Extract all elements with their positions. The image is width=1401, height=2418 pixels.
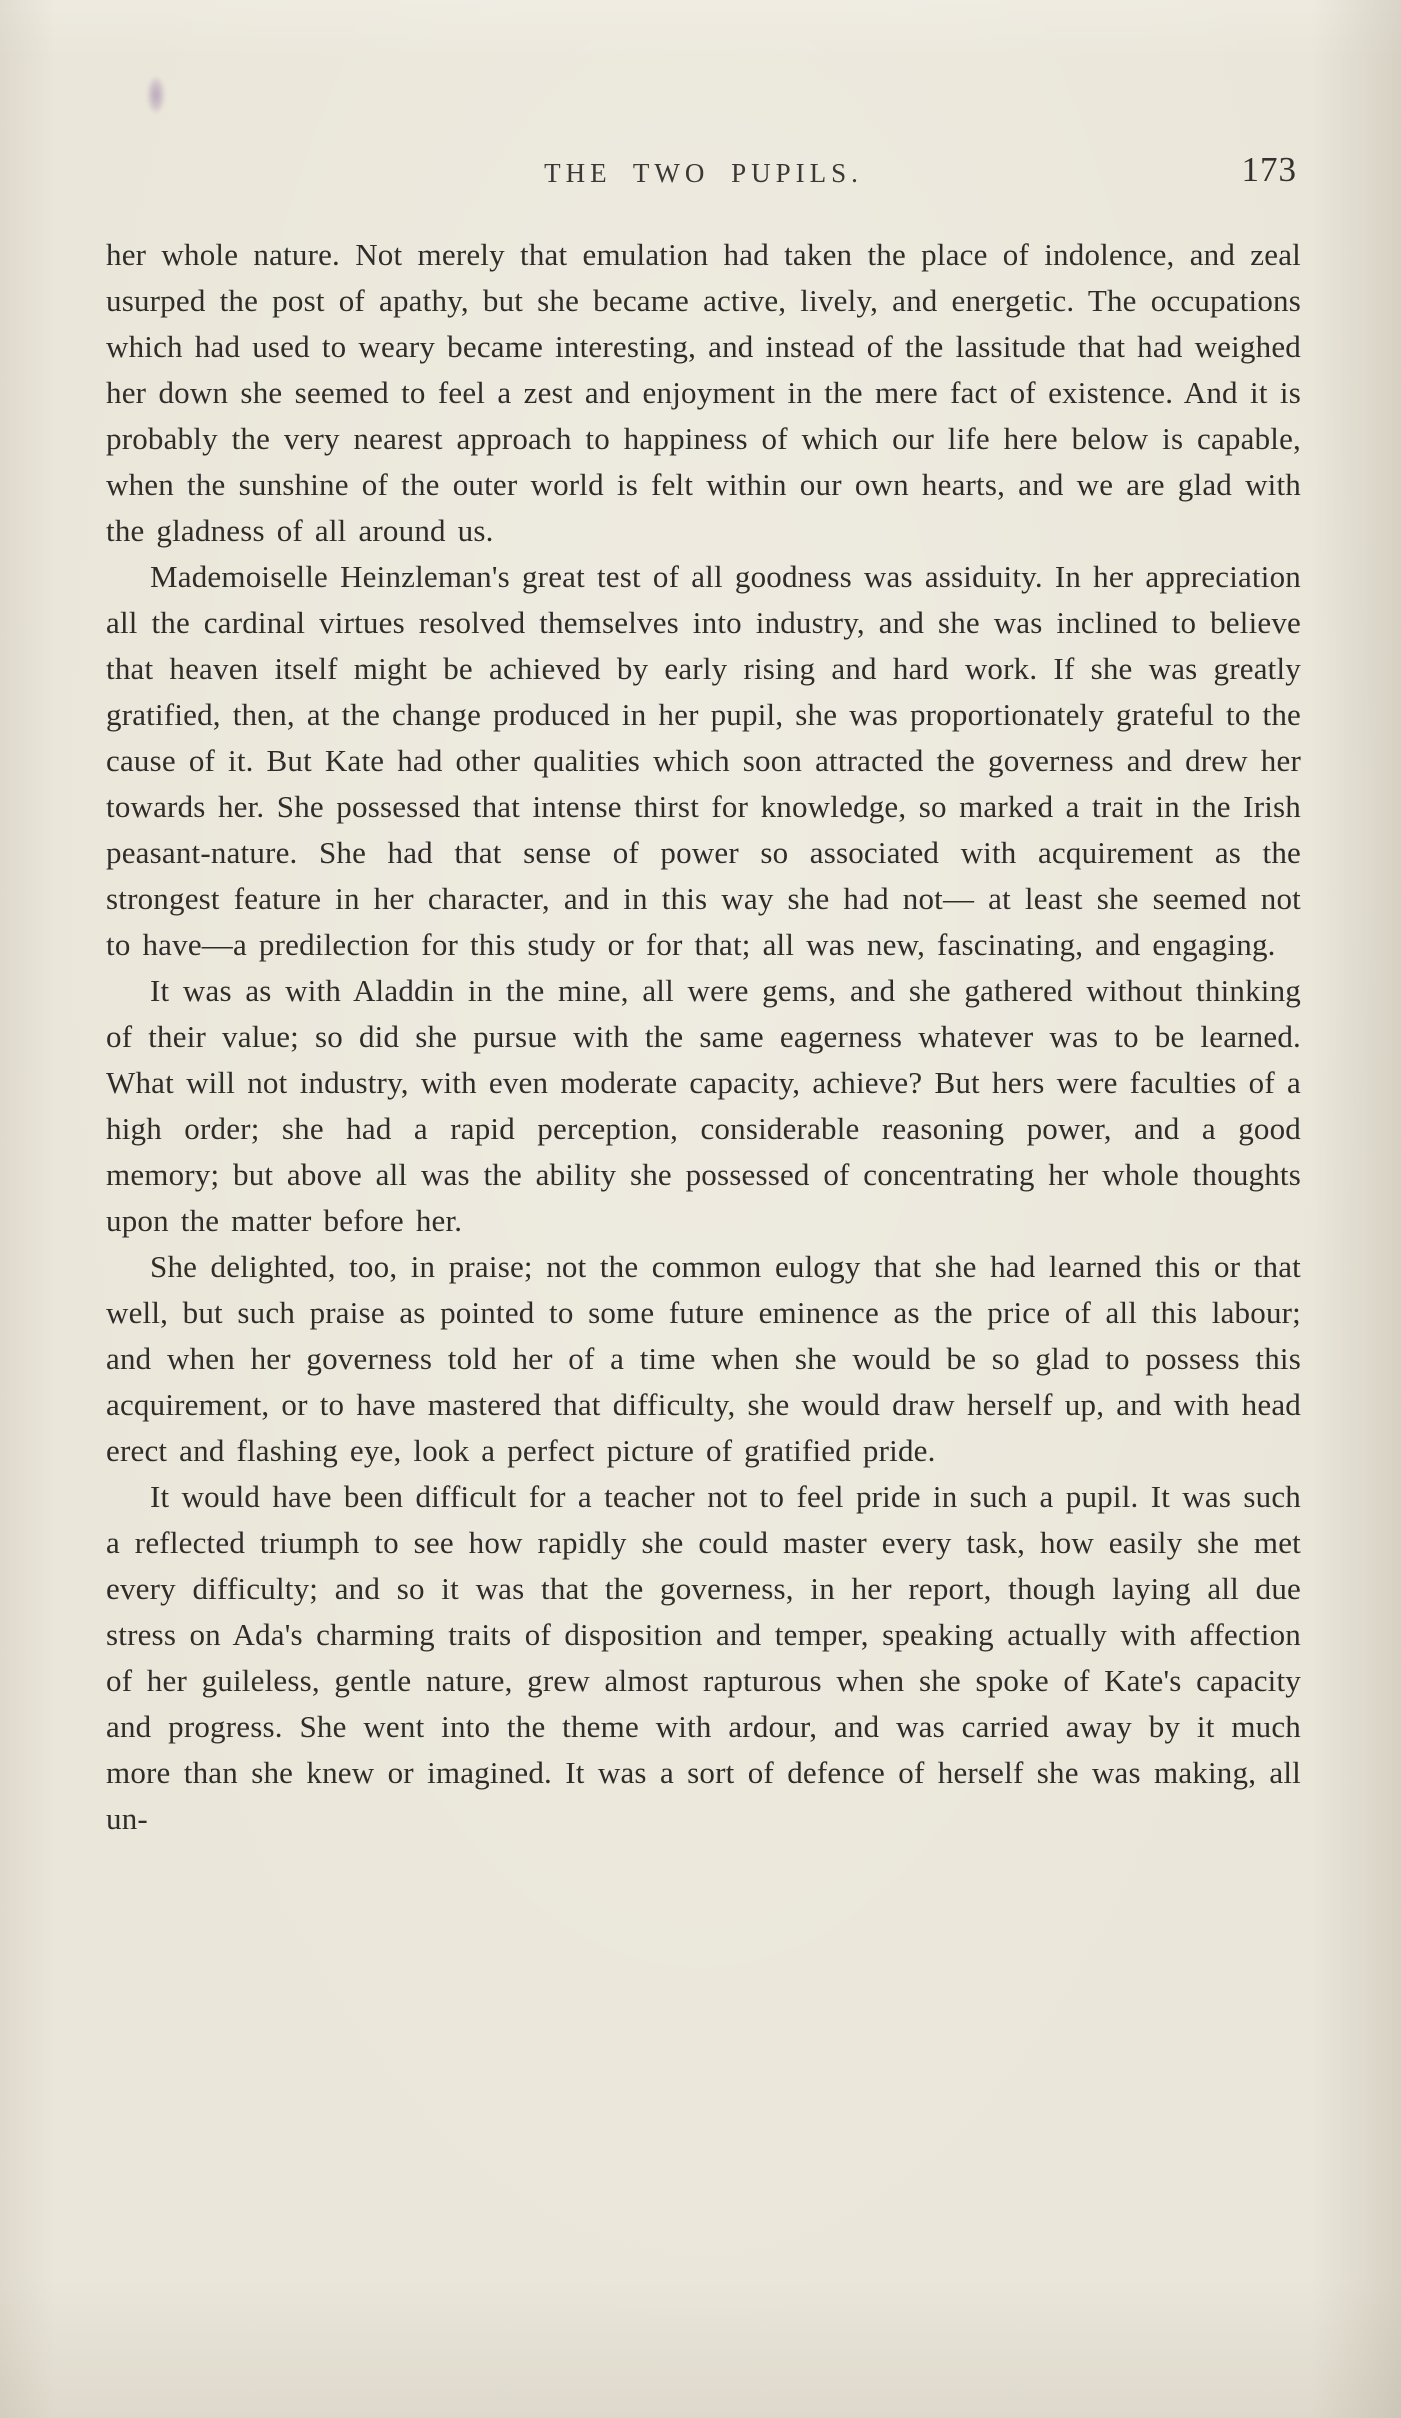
running-header: [106, 150, 1301, 206]
paragraph: Mademoiselle Heinzleman's great test of all goodness was assiduity. In her appreciation all the cardinal virtues resolved themselves into industry, and she was inclined to believe that heaven itself might be achieved by early rising and hard work. If she was greatly gratified, then, at the change produced in her pupil, she was proportionately grateful to the cause of it. But Kate had other qualities which soon attracted the governess and drew her towards her. She possessed that intense thirst for knowledge, so marked a trait in the Irish peasant-nature. She had that sense of power so associated with acquirement as the strongest feature in her character, and in this way she had not— at least she seemed not to have—a predilection for this study or for that; all was new, fascinating, and engaging.: [106, 559, 1301, 962]
paragraph: She delighted, too, in praise; not the common eulogy that she had learned this or that well, but such praise as pointed to some future eminence as the price of all this labour; and when her governess told her of a time when she would be so glad to possess this acquirement, or to have mastered that difficulty, she would draw herself up, and with head erect and flashing eye, look a perfect picture of gratified pride.: [106, 1249, 1301, 1468]
ink-smudge: [148, 78, 164, 112]
paragraph: It would have been difficult for a teacher not to feel pride in such a pupil. It was such a reflected triumph to see how rapidly she could master every task, how easily she met every difficulty; and so it was that the governess, in her report, though laying all due stress on Ada's charming traits of disposition and temper, speaking actually with affection of her guileless, gentle nature, grew almost rapturous when she spoke of Kate's capacity and progress. She went into the theme with ardour, and was carried away by it much more than she knew or imagined. It was a sort of defence of herself she was making, all un-: [106, 1479, 1301, 1836]
paragraph: It was as with Aladdin in the mine, all were gems, and she gathered without thinking of their value; so did she pursue with the same eagerness whatever was to be learned. What will not industry, with even moderate capacity, achieve? But hers were faculties of a high order; she had a rapid perception, considerable reasoning power, and a good memory; but above all was the ability she possessed of concentrating her whole thoughts upon the matter before her.: [106, 973, 1301, 1238]
page-text: [106, 232, 1301, 1842]
paragraph: her whole nature. Not merely that emulation had taken the place of indolence, and zeal usurped the post of apathy, but she became active, lively, and energetic. The occupations which had used to weary became interesting, and instead of the lassitude that had weighed her down she seemed to feel a zest and enjoyment in the mere fact of existence. And it is probably the very nearest approach to happiness of which our life here below is capable, when the sunshine of the outer world is felt within our own hearts, and we are glad with the gladness of all around us.: [106, 237, 1301, 548]
running-title: THE TWO PUPILS.: [544, 158, 863, 188]
page-number: 173: [1241, 150, 1297, 189]
